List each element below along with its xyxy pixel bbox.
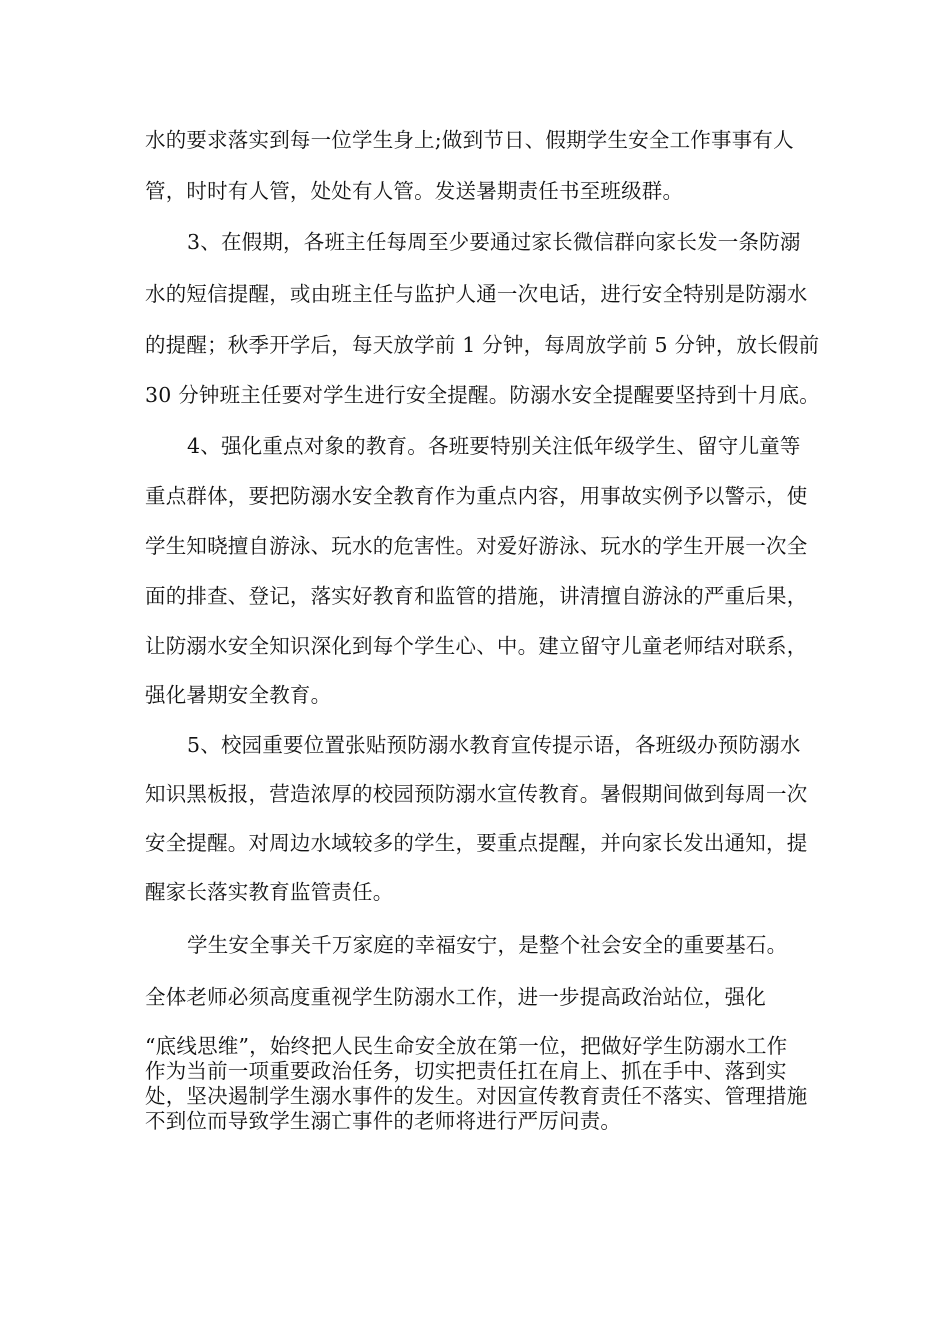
text-line: 强化暑期安全教育。 xyxy=(145,683,332,707)
paragraph-5-first-line: 5、校园重要位置张贴预防溺水教育宣传提示语，各班级办预防溺水 xyxy=(187,733,801,757)
text-line: 不到位而导致学生溺亡事件的老师将进行严厉问责。 xyxy=(145,1109,622,1133)
text-line: “底线思维”，始终把人民生命安全放在第一位，把做好学生防溺水工作 xyxy=(145,1034,788,1058)
text-line: 全体老师必须高度重视学生防溺水工作，进一步提高政治站位，强化 xyxy=(145,985,766,1009)
closing-paragraph-first-line: 学生安全事关千万家庭的幸福安宁，是整个社会安全的重要基石。 xyxy=(187,933,788,957)
text-line: 知识黑板报，营造浓厚的校园预防溺水宣传教育。暑假期间做到每周一次 xyxy=(145,782,808,806)
text-line: 面的排查、登记，落实好教育和监管的措施，讲清擅自游泳的严重后果， xyxy=(145,584,808,608)
paragraph-4-first-line: 4、强化重点对象的教育。各班要特别关注低年级学生、留守儿童等 xyxy=(187,434,801,458)
text-line: 水的要求落实到每一位学生身上;做到节日、假期学生安全工作事事有人 xyxy=(145,128,794,152)
text-line: 的提醒；秋季开学后，每天放学前 1 分钟，每周放学前 5 分钟，放长假前 xyxy=(145,333,820,357)
text-line: 醒家长落实教育监管责任。 xyxy=(145,880,394,904)
text-line: 重点群体，要把防溺水安全教育作为重点内容，用事故实例予以警示，使 xyxy=(145,484,808,508)
text-line: 让防溺水安全知识深化到每个学生心、中。建立留守儿童老师结对联系， xyxy=(145,634,808,658)
paragraph-3-first-line: 3、在假期，各班主任每周至少要通过家长微信群向家长发一条防溺 xyxy=(187,230,801,254)
text-line: 学生知晓擅自游泳、玩水的危害性。对爱好游泳、玩水的学生开展一次全 xyxy=(145,534,808,558)
text-line: 处，坚决遏制学生溺水事件的发生。对因宣传教育责任不落实、管理措施 xyxy=(145,1084,808,1108)
text-line: 管，时时有人管，处处有人管。发送暑期责任书至班级群。 xyxy=(145,179,684,203)
text-line: 作为当前一项重要政治任务，切实把责任扛在肩上、抓在手中、落到实 xyxy=(145,1059,787,1083)
text-line: 水的短信提醒，或由班主任与监护人通一次电话，进行安全特别是防溺水 xyxy=(145,282,808,306)
text-line: 安全提醒。对周边水域较多的学生，要重点提醒，并向家长发出通知，提 xyxy=(145,831,808,855)
text-line: 30 分钟班主任要对学生进行安全提醒。防溺水安全提醒要坚持到十月底。 xyxy=(145,383,820,407)
